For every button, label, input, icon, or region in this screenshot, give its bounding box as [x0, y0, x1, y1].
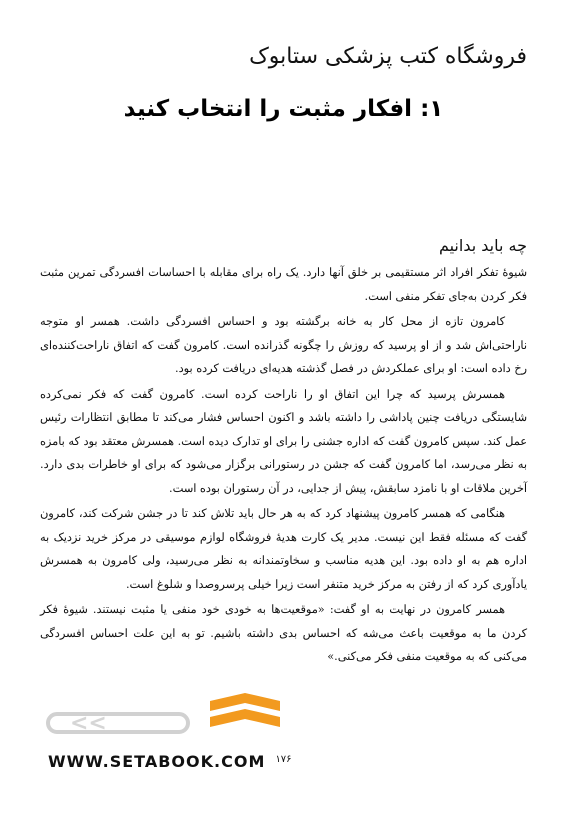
paragraph: هنگامی که همسر کامرون پیشنهاد کرد که به هر حال باید تلاش کند تا در جشن شرکت کند، کامرون گفت که مسئله فقط این نیست. مدیر یک کارت هدیهٔ فروشگاه لوازم موسیقی در مرکز خرید نزدیک به اداره هم به او داده بود. این هدیه مناسب و سخاوتمندانه به نظر می‌رسید، ولی کامرون به همسرش یادآوری کرد که از رفتن به مرکز خرید متنفر است زیرا خیلی پرسروصدا و شلوغ است.	[40, 507, 527, 591]
paragraph: همسر کامرون در نهایت به او گفت: «موقعیت‌ها به خودی خود منفی یا مثبت نیستند. شیوهٔ فکر کردن ما به موقعیت باعث می‌شه که احساس بدی داشته باشیم. تو به این علت احساس افسردگی می‌کنی که به موقعیت منفی فکر می‌کنی.»	[40, 603, 527, 663]
body-text	[40, 261, 527, 671]
chapter-title: ۱: افکار مثبت را انتخاب کنید	[123, 96, 444, 122]
paragraph: کامرون تازه از محل کار به خانه برگشته بود و احساس افسردگی داشت. همسر او متوجه ناراحتی‌اش شد و از او پرسید که روزش را چگونه گذرانده است. کامرون گفت که اتفاق ناراحت‌کننده‌ای رخ داده است: او برای عملکردش در فصل گذشته هدیه‌ای دریافت کرده بود.	[40, 315, 527, 375]
store-title: فروشگاه کتب پزشکی ستابوک	[249, 44, 527, 69]
watermark-url: WWW.SETABOOK.COM	[48, 752, 266, 771]
svg-text:<<: <<	[70, 711, 107, 736]
page-number: ۱۷۶	[275, 754, 292, 765]
paragraph: شیوهٔ تفکر افراد اثر مستقیمی بر خلق آنها دارد. یک راه برای مقابله با احساسات افسردگی تمرین مثبت فکر کردن به‌جای تفکر منفی است.	[40, 266, 527, 303]
section-heading: چه باید بدانیم	[438, 236, 527, 255]
paragraph: همسرش پرسید که چرا این اتفاق او را ناراحت کرده است. کامرون گفت که فکر نمی‌کرده شایستگی دریافت چنین پاداشی را داشته باشد و اکنون احساس فشار می‌کند تا مطابق انتظارات رئیس عمل کند. سپس کامرون گفت که اداره جشنی را برای او تدارک دیده است. همسرش معتقد بود که بامزه به نظر می‌رسد، اما کامرون گفت که جشن در رستورانی برگزار می‌شود که برای او خاطرات بدی دارد. آخرین ملاقات او با نامزد سابقش، پیش از جدایی، در آن رستوران بوده است.	[40, 387, 527, 495]
seta-logo-icon	[200, 693, 290, 743]
